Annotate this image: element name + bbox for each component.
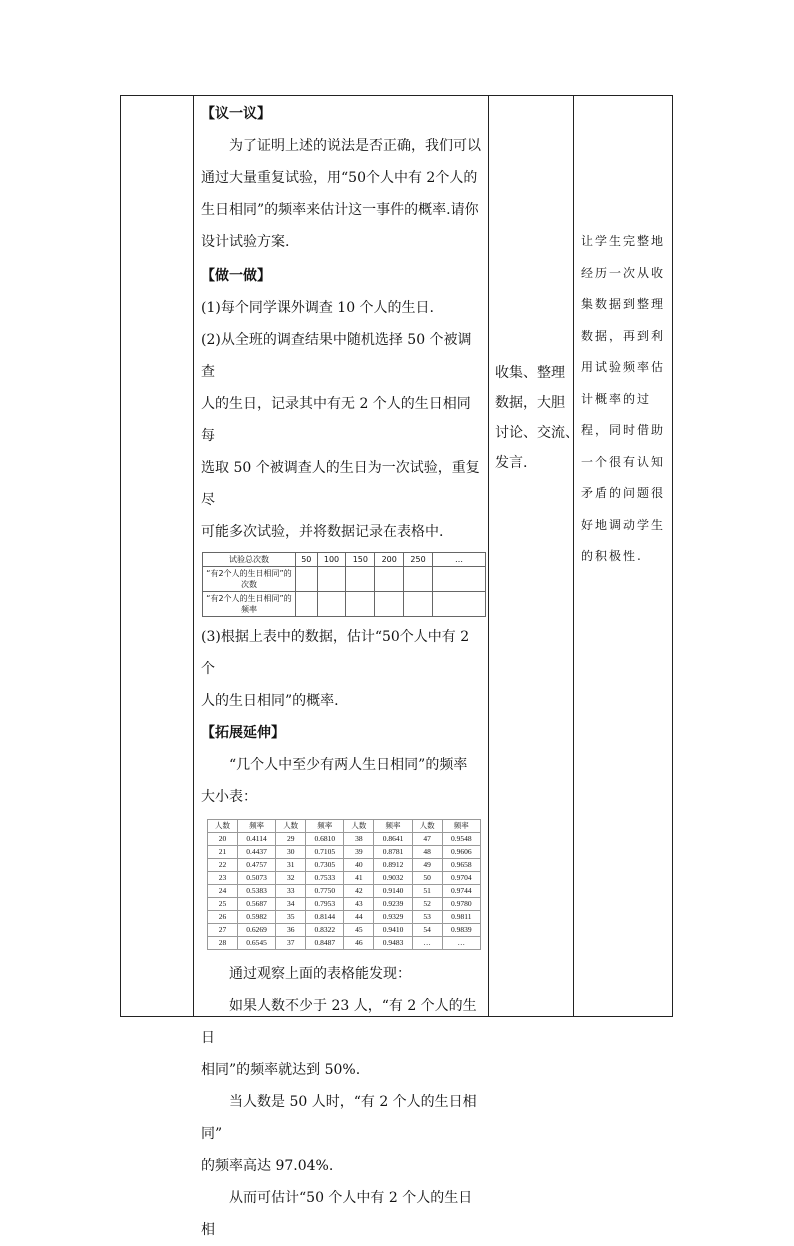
table-cell: 26 [208,911,238,924]
table-cell: 38 [344,833,374,846]
doit-heading: 【做一做】 [201,268,271,284]
table-cell: 0.6810 [306,833,344,846]
table-cell: 0.9548 [442,833,480,846]
activity-line: 数据，大胆 [495,395,565,411]
table-row [208,846,481,859]
extend-intro-line: “几个人中至少有两人生日相同”的频率 [229,757,468,773]
teaching-content-column [195,96,488,1246]
table-row [208,872,481,885]
table-cell: 0.4114 [237,833,275,846]
table-cell: 0.5982 [237,911,275,924]
discuss-line: 为了证明上述的说法是否正确，我们可以 [229,138,481,154]
doit-step2-line: (2)从全班的调查结果中随机选择 50 个被调查 [201,332,472,380]
doit-step2-line: 选取 50 个被调查人的生日为一次试验，重复尽 [201,460,480,508]
extend-intro-line: 大小表： [201,789,257,805]
table-header-cell: 人数 [344,820,374,833]
student-activity-column [495,358,579,478]
table-cell: 0.8144 [306,911,344,924]
observation-line: 当人数是 50 人时，“有 2 个人的生日相同” [201,1094,477,1142]
table-cell: 0.8781 [374,846,412,859]
table-cell: 23 [208,872,238,885]
table-header-cell: 人数 [276,820,306,833]
table-cell: … [433,553,486,567]
table-cell: 0.9811 [442,911,480,924]
table-cell: 47 [412,833,442,846]
table-row [208,833,481,846]
table-cell: 0.8641 [374,833,412,846]
table-cell: 0.4437 [237,846,275,859]
table-cell: 0.9658 [442,859,480,872]
table-cell: 22 [208,859,238,872]
table-cell: 0.9744 [442,885,480,898]
doit-step3-line: (3)根据上表中的数据，估计“50个人中有 2个 [201,629,470,677]
table-row [208,859,481,872]
discuss-heading: 【议一议】 [201,106,271,122]
discuss-line: 设计试验方案. [201,234,290,250]
table-header-cell: 人数 [412,820,442,833]
table-cell: 33 [276,885,306,898]
table-cell: 49 [412,859,442,872]
table-cell: 150 [346,553,375,567]
table-row [208,911,481,924]
observation-line: 如果人数不少于 23 人，“有 2 个人的生日 [201,998,477,1046]
table-cell: 25 [208,898,238,911]
table-cell: 46 [344,937,374,950]
table-cell: 32 [276,872,306,885]
table-cell: 0.9780 [442,898,480,911]
column-divider [573,96,574,1016]
table-cell: 0.9839 [442,924,480,937]
table-header-cell: 频率 [237,820,275,833]
table-cell: 0.9704 [442,872,480,885]
column-divider [193,96,194,1016]
table-cell: … [412,937,442,950]
table-cell: 21 [208,846,238,859]
table-cell: 0.7953 [306,898,344,911]
observation-line: 相同”的频率就达到 50%. [201,1062,361,1078]
activity-line: 收集、整理 [495,365,565,381]
extend-heading: 【拓展延伸】 [201,725,285,741]
table-cell: 39 [344,846,374,859]
design-intent-note: 让学生完整地经历一次从收集数据到整理数据，再到利用试验频率估计概率的过程，同时借助一个很有认知矛盾的问题很好地调动学生的积极性. [581,234,666,563]
table-cell: 44 [344,911,374,924]
table-cell: 53 [412,911,442,924]
table-cell: 0.7305 [306,859,344,872]
discuss-line: 生日相同”的频率来估计这一事件的概率.请你 [201,202,479,218]
table-cell: 27 [208,924,238,937]
table-cell: 0.5687 [237,898,275,911]
table-cell: 0.9483 [374,937,412,950]
doit-step1: (1)每个同学课外调查 10 个人的生日. [201,300,434,316]
doit-step3-line: 人的生日相同”的概率. [201,693,339,709]
table-cell: 42 [344,885,374,898]
table-cell: 29 [276,833,306,846]
table-cell: 35 [276,911,306,924]
table-header-cell: 人数 [208,820,238,833]
table-cell: 0.9410 [374,924,412,937]
table-cell: 0.5073 [237,872,275,885]
table-cell: 0.7533 [306,872,344,885]
table-cell: 51 [412,885,442,898]
table-header-cell: 频率 [306,820,344,833]
table-cell: 0.6269 [237,924,275,937]
table-cell: 0.8487 [306,937,344,950]
table-cell: 0.7105 [306,846,344,859]
birthday-frequency-table [207,819,481,950]
table-cell: 0.8912 [374,859,412,872]
activity-line: 发言. [495,455,528,471]
table-cell: … [442,937,480,950]
table-row [208,937,481,950]
activity-line: 讨论、交流、 [495,425,579,441]
table-cell: 0.9239 [374,898,412,911]
table-cell: 0.9329 [374,911,412,924]
table-cell: 41 [344,872,374,885]
table-cell: 0.9606 [442,846,480,859]
table-cell: 250 [404,553,433,567]
table-header-cell: 频率 [374,820,412,833]
column-divider [488,96,489,1016]
discuss-line: 通过大量重复试验，用“50个人中有 2个人的 [201,170,478,186]
table-cell: 28 [208,937,238,950]
table-cell: 0.5383 [237,885,275,898]
table-row [208,885,481,898]
doit-step2-line: 可能多次试验，并将数据记录在表格中. [201,524,444,540]
table-cell: 50 [412,872,442,885]
table-cell: 45 [344,924,374,937]
table-cell: 0.9032 [374,872,412,885]
observation-line: 的频率高达 97.04%. [201,1158,334,1174]
table-cell: 50 [296,553,318,567]
table-cell: 200 [375,553,404,567]
observation-line: 通过观察上面的表格能发现： [229,966,411,982]
table-cell: 0.4757 [237,859,275,872]
table-cell: 0.7750 [306,885,344,898]
observation-line: 从而可估计“50 个人中有 2 个人的生日相 [201,1190,473,1238]
table-cell: 试验总次数 [203,553,296,567]
table-cell: “有2个人的生日相同”的次数 [203,567,296,592]
table-cell: 24 [208,885,238,898]
table-cell: 20 [208,833,238,846]
table-cell: 100 [317,553,346,567]
experiment-record-table [202,552,486,617]
table-cell: 43 [344,898,374,911]
table-cell: 0.8322 [306,924,344,937]
table-cell: 40 [344,859,374,872]
table-cell: 31 [276,859,306,872]
table-row [208,924,481,937]
doit-step2-line: 人的生日，记录其中有无 2 个人的生日相同每 [201,396,471,444]
table-cell: “有2个人的生日相同”的频率 [203,592,296,617]
table-cell: 0.6545 [237,937,275,950]
table-header-cell: 频率 [442,820,480,833]
table-cell: 54 [412,924,442,937]
table-cell: 48 [412,846,442,859]
table-cell: 0.9140 [374,885,412,898]
table-cell: 37 [276,937,306,950]
table-cell: 36 [276,924,306,937]
table-row [208,898,481,911]
table-cell: 34 [276,898,306,911]
table-cell: 30 [276,846,306,859]
table-cell: 52 [412,898,442,911]
lesson-table [120,95,673,1238]
